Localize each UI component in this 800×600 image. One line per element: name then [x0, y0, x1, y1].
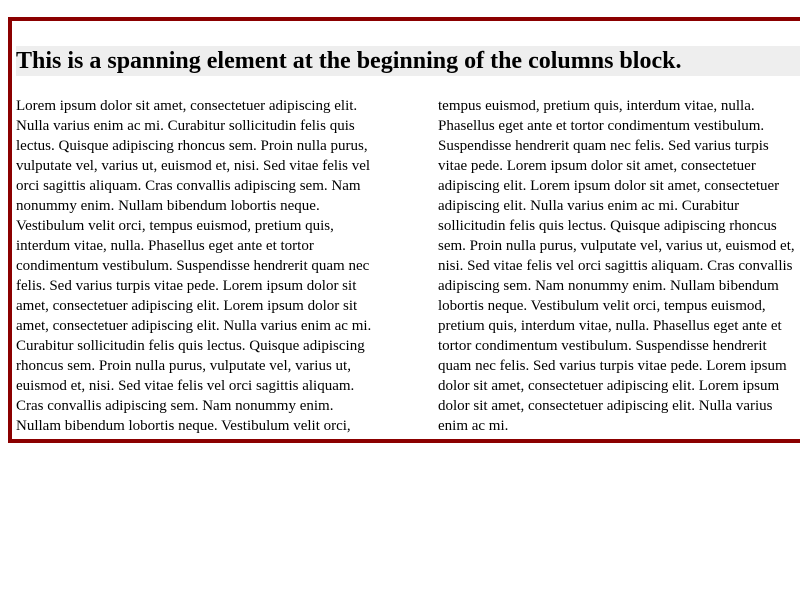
text-line: amet, consectetuer adipiscing elit. Nulla varius enim ac mi.	[16, 318, 372, 334]
text-line: nisi. Sed vitae felis vel orci sagittis aliquam. Cras convallis	[438, 258, 793, 274]
text-line: tempus euismod, pretium quis, interdum vitae, nulla.	[438, 98, 755, 114]
text-line: condimentum vestibulum. Suspendisse hendrerit quam nec	[16, 258, 370, 274]
text-line: vitae pede. Lorem ipsum dolor sit amet, consectetuer	[438, 158, 756, 174]
text-line: Curabitur sollicitudin felis quis lectus. Quisque adipiscing	[16, 338, 365, 354]
text-line: dolor sit amet, consectetuer adipiscing elit. Lorem ipsum	[438, 378, 780, 394]
text-line: enim ac mi.	[438, 418, 509, 434]
text-line: felis. Sed varius turpis vitae pede. Lorem ipsum dolor sit	[16, 278, 357, 294]
text-line: Nullam bibendum lobortis neque. Vestibulum velit orci,	[16, 418, 351, 434]
spanning-heading: This is a spanning element at the beginning of the columns block.	[16, 46, 800, 76]
text-line: amet, consectetuer adipiscing elit. Lorem ipsum dolor sit	[16, 298, 358, 314]
text-line: lectus. Quisque adipiscing rhoncus sem. Proin nulla purus,	[16, 138, 368, 154]
text-line: vulputate vel, varius ut, euismod et, nisi. Sed vitae felis vel	[16, 158, 371, 174]
text-line: sollicitudin felis quis lectus. Quisque adipiscing rhoncus	[438, 218, 777, 234]
text-line: nonummy enim. Nullam bibendum lobortis neque.	[16, 198, 320, 214]
text-line: interdum vitae, nulla. Phasellus eget ante et tortor	[16, 238, 314, 254]
text-line: Lorem ipsum dolor sit amet, consectetuer adipiscing elit.	[16, 98, 358, 114]
text-line: Suspendisse hendrerit quam nec felis. Sed varius turpis	[438, 138, 769, 154]
text-line: rhoncus sem. Proin nulla purus, vulputate vel, varius ut,	[16, 358, 351, 374]
text-line: pretium quis, interdum vitae, nulla. Phasellus eget ante et	[438, 318, 782, 334]
text-line: dolor sit amet, consectetuer adipiscing elit. Nulla varius	[438, 398, 773, 414]
text-line: lobortis neque. Vestibulum velit orci, tempus euismod,	[438, 298, 766, 314]
text-line: quam nec felis. Sed varius turpis vitae pede. Lorem ipsum	[438, 358, 787, 374]
text-line: tortor condimentum vestibulum. Suspendisse hendrerit	[438, 338, 767, 354]
text-line: Vestibulum velit orci, tempus euismod, pretium quis,	[16, 218, 334, 234]
right-column	[438, 96, 795, 436]
text-line: adipiscing elit. Nulla varius enim ac mi. Curabitur	[438, 198, 740, 214]
text-line: adipiscing elit. Lorem ipsum dolor sit amet, consectetuer	[438, 178, 780, 194]
columns-container	[8, 17, 800, 443]
text-line: adipiscing sem. Nam nonummy enim. Nullam bibendum	[438, 278, 779, 294]
left-column	[16, 96, 371, 436]
text-line: Nulla varius enim ac mi. Curabitur sollicitudin felis quis	[16, 118, 355, 134]
text-line: orci sagittis aliquam. Cras convallis adipiscing sem. Nam	[16, 178, 361, 194]
text-line: Phasellus eget ante et tortor condimentum vestibulum.	[438, 118, 765, 134]
text-line: euismod et, nisi. Sed vitae felis vel orci sagittis aliquam.	[16, 378, 355, 394]
text-line: Cras convallis adipiscing sem. Nam nonummy enim.	[16, 398, 334, 414]
text-line: sem. Proin nulla purus, vulputate vel, varius ut, euismod et,	[438, 238, 795, 254]
